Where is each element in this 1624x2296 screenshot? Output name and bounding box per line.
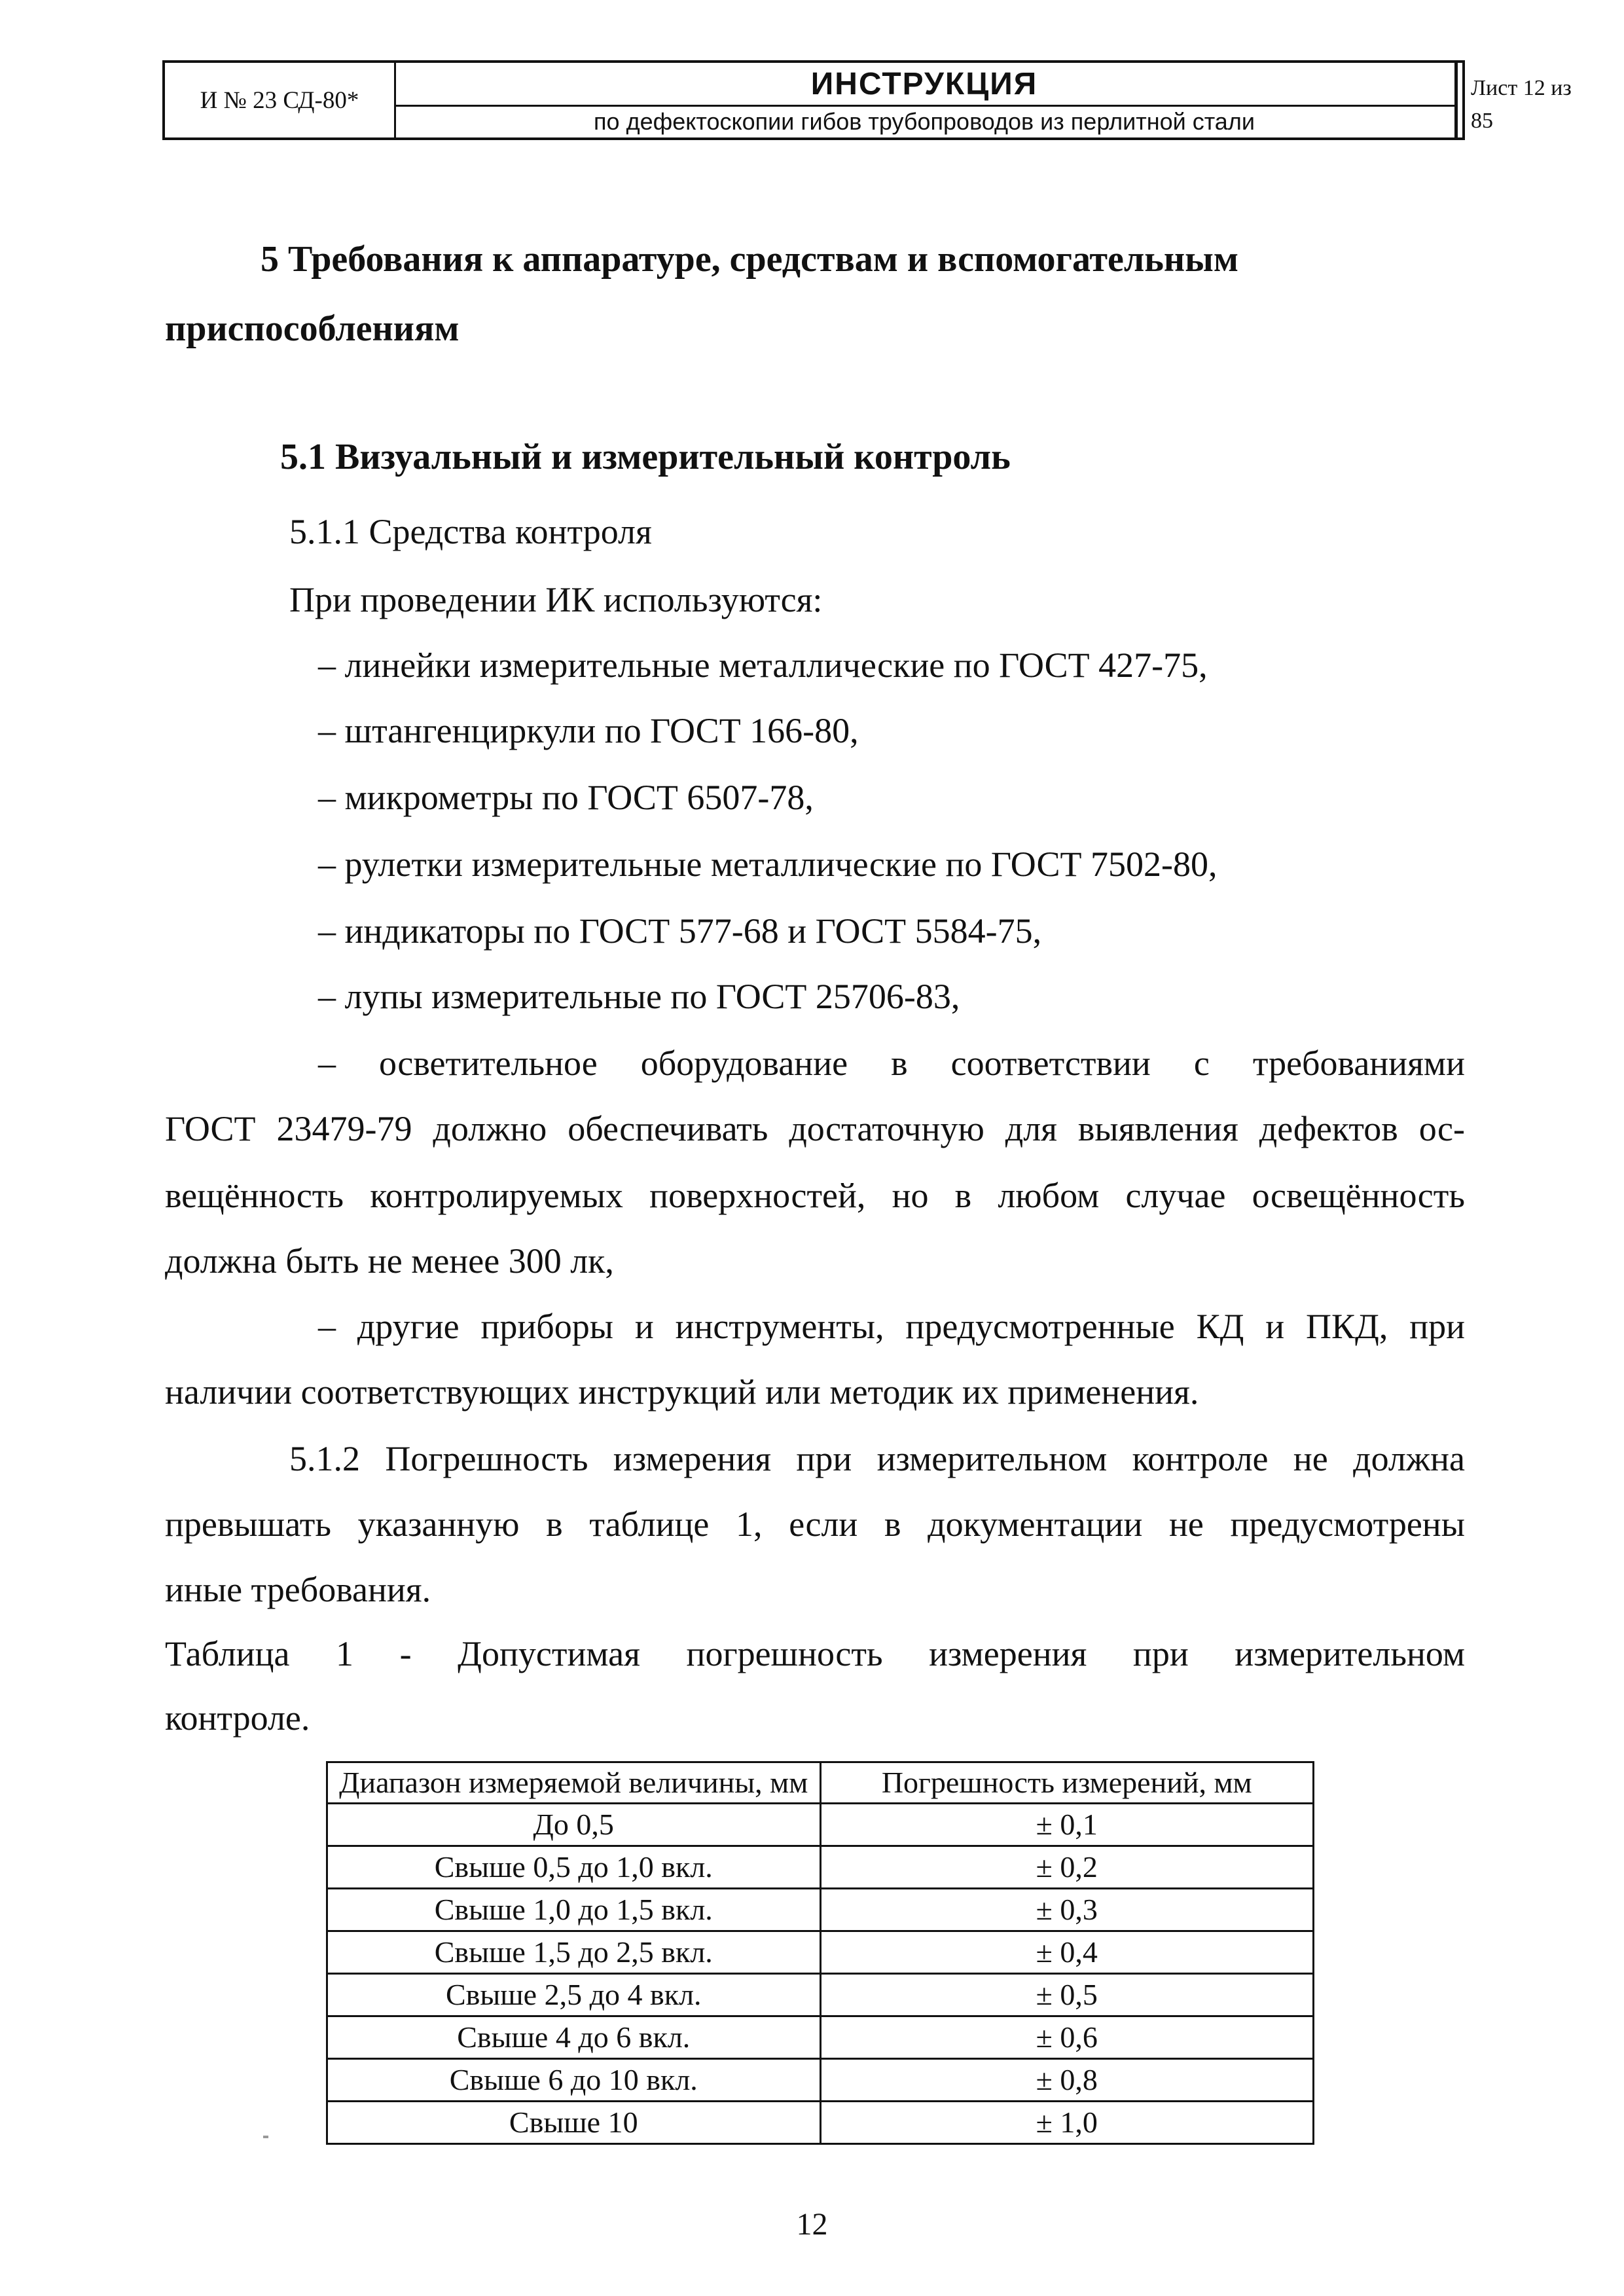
range-cell: Свыше 4 до 6 вкл. bbox=[327, 2016, 821, 2059]
intro-text: При проведении ИК используются: bbox=[289, 580, 823, 619]
section-heading-line-1: 5 Требования к аппаратуре, средствам и вспомогательным bbox=[261, 239, 1239, 280]
error-cell: ± 0,8 bbox=[820, 2059, 1314, 2102]
table-row bbox=[327, 2016, 1314, 2059]
column-header-error: Погрешность измерений, мм bbox=[820, 1762, 1314, 1804]
clause-511-title: 5.1.1 Средства контроля bbox=[289, 512, 652, 551]
table-row bbox=[327, 1931, 1314, 1974]
list-item: – рулетки измерительные металлические по ГОСТ 7502-80, bbox=[318, 845, 1218, 884]
list-item: – лупы измерительные по ГОСТ 25706-83, bbox=[318, 977, 960, 1016]
subsection-heading: 5.1 Визуальный и измерительный контроль bbox=[280, 437, 1011, 477]
clause-512-line-2: превышать указанную в таблице 1, если в документации не предусмотрены bbox=[165, 1504, 1465, 1544]
list-item: – микрометры по ГОСТ 6507-78, bbox=[318, 778, 814, 817]
error-cell: ± 0,4 bbox=[820, 1931, 1314, 1974]
range-cell: Свыше 2,5 до 4 вкл. bbox=[327, 1974, 821, 2016]
lighting-line-4: должна быть не менее 300 лк, bbox=[165, 1241, 614, 1281]
inventory-code: И № 23 СД-80* bbox=[165, 63, 396, 137]
header-divider bbox=[394, 105, 1454, 107]
scan-speck bbox=[263, 2136, 268, 2138]
clause-512-line-3: иные требования. bbox=[165, 1570, 431, 1609]
other-line-2: наличии соответствующих инструкций или методик их применения. bbox=[165, 1372, 1199, 1412]
table-caption-line-2: контроле. bbox=[165, 1698, 310, 1738]
sheet-line-2: 85 bbox=[1471, 109, 1493, 133]
lighting-line-2: ГОСТ 23479-79 должно обеспечивать достаточную для выявления дефектов ос- bbox=[165, 1109, 1465, 1148]
error-cell: ± 0,6 bbox=[820, 2016, 1314, 2059]
list-item: – штангенциркули по ГОСТ 166-80, bbox=[318, 711, 859, 750]
error-cell: ± 0,1 bbox=[820, 1804, 1314, 1846]
table-row bbox=[327, 1846, 1314, 1889]
other-line-1: – другие приборы и инструменты, предусмотренные КД и ПКД, при bbox=[318, 1307, 1465, 1346]
list-item: – линейки измерительные металлические по ГОСТ 427-75, bbox=[318, 646, 1208, 685]
document-subtitle: по дефектоскопии гибов трубопроводов из перлитной стали bbox=[594, 108, 1255, 135]
table-row bbox=[327, 1804, 1314, 1846]
range-cell: Свыше 1,5 до 2,5 вкл. bbox=[327, 1931, 821, 1974]
range-cell: Свыше 1,0 до 1,5 вкл. bbox=[327, 1889, 821, 1931]
range-cell: До 0,5 bbox=[327, 1804, 821, 1846]
range-cell: Свыше 0,5 до 1,0 вкл. bbox=[327, 1846, 821, 1889]
table-row bbox=[327, 1889, 1314, 1931]
table-row bbox=[327, 2102, 1314, 2144]
error-cell: ± 0,5 bbox=[820, 1974, 1314, 2016]
table-row bbox=[327, 2059, 1314, 2102]
sheet-info bbox=[1456, 63, 1617, 137]
table-row bbox=[327, 1974, 1314, 2016]
error-cell: ± 0,3 bbox=[820, 1889, 1314, 1931]
clause-512-line-1: 5.1.2 Погрешность измерения при измерительном контроле не должна bbox=[289, 1439, 1465, 1478]
list-item: – индикаторы по ГОСТ 577-68 и ГОСТ 5584-75, bbox=[318, 911, 1042, 951]
error-cell: ± 0,2 bbox=[820, 1846, 1314, 1889]
header-title-block bbox=[394, 63, 1456, 137]
lighting-line-3: вещённость контролируемых поверхностей, но в любом случае освещённость bbox=[165, 1176, 1465, 1215]
sheet-line-1: Лист 12 из bbox=[1471, 76, 1572, 100]
section-heading-line-2: приспособлениям bbox=[165, 308, 460, 349]
document-title: ИНСТРУКЦИЯ bbox=[810, 67, 1038, 101]
table-header-row bbox=[327, 1762, 1314, 1804]
error-cell: ± 1,0 bbox=[820, 2102, 1314, 2144]
column-header-range: Диапазон измеряемой величины, мм bbox=[327, 1762, 821, 1804]
tolerance-table bbox=[326, 1761, 1314, 2145]
page-number: 12 bbox=[796, 2207, 828, 2242]
table-caption-line-1: Таблица 1 - Допустимая погрешность измерения при измерительном bbox=[165, 1634, 1465, 1673]
range-cell: Свыше 6 до 10 вкл. bbox=[327, 2059, 821, 2102]
range-cell: Свыше 10 bbox=[327, 2102, 821, 2144]
lighting-line-1: – осветительное оборудование в соответствии с требованиями bbox=[318, 1044, 1465, 1083]
document-header bbox=[162, 60, 1572, 140]
